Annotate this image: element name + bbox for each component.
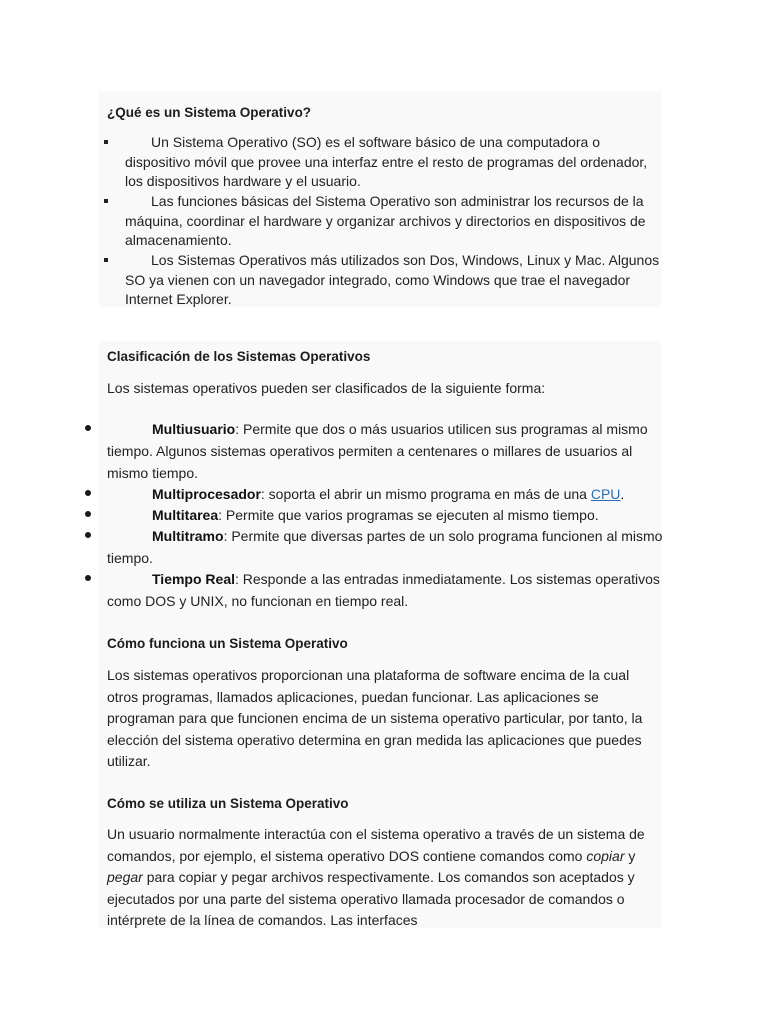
square-bullet-icon <box>104 258 108 262</box>
list-item <box>104 192 660 251</box>
list-item-text: Un Sistema Operativo (SO) es el software básico de una computadora o dispositivo móvil que provee una interfaz entre el resto de programas del ordenador, los dispositivos hardware y el usuario. <box>125 134 648 189</box>
round-bullet-icon <box>85 511 91 517</box>
term-description: : Permite que dos o más usuarios utilicen sus programas al mismo tiempo. Algunos sistemas operativos permiten a centenares o millares de usuarios al mismo tiempo. <box>107 421 648 481</box>
term-label: Multitarea <box>152 507 219 523</box>
list-item-text: Las funciones básicas del Sistema Operativo son administrar los recursos de la máquina, coordinar el hardware y organizar archivos y directorios en dispositivos de almacenamiento. <box>125 193 646 248</box>
emphasis-pegar: pegar <box>107 869 143 885</box>
round-bullet-icon <box>85 490 91 496</box>
term-description: : soporta el abrir un mismo programa en más de una <box>260 486 591 502</box>
paragraph-text: para copiar y pegar archivos respectivamente. Los comandos son aceptados y ejecutados por una parte del sistema operativo llamada procesador de comandos o intérprete de la línea de comandos. Las interfaces <box>107 869 635 928</box>
term-description: : Permite que varios programas se ejecuten al mismo tiempo. <box>218 507 599 523</box>
section-heading-como-se-utiliza: Cómo se utiliza un Sistema Operativo <box>107 796 349 811</box>
emphasis-copiar: copiar <box>586 847 625 864</box>
list-item <box>85 418 665 484</box>
round-bullet-icon <box>85 575 91 581</box>
term-label: Multitramo <box>152 528 224 544</box>
square-bullet-icon <box>104 140 108 144</box>
list-item <box>85 525 665 569</box>
round-bullet-icon <box>85 532 91 538</box>
term-description: : Responde a las entradas inmediatamente. Los sistemas operativos como DOS y UNIX, no funcionan en tiempo real. <box>107 571 660 609</box>
square-bullet-icon <box>104 199 108 203</box>
list-item-text: Los Sistemas Operativos más utilizados son Dos, Windows, Linux y Mac. Algunos SO ya vienen con un navegador integrado, como Windows que trae el navegador Internet Explorer. <box>125 252 660 307</box>
term-label: Multiusuario <box>152 421 236 437</box>
list-item <box>104 133 660 192</box>
term-description-end: . <box>620 486 625 502</box>
section-heading-que-es: ¿Qué es un Sistema Operativo? <box>107 105 312 120</box>
round-bullet-icon <box>85 425 91 431</box>
term-label: Tiempo Real <box>152 571 235 587</box>
cpu-link[interactable]: CPU <box>590 486 621 502</box>
list-item <box>85 483 665 505</box>
section-heading-como-funciona: Cómo funciona un Sistema Operativo <box>107 636 348 651</box>
paragraph-text: y <box>624 847 636 864</box>
term-label: Multiprocesador <box>152 486 261 502</box>
list-item <box>85 568 665 612</box>
section-heading-clasificacion: Clasificación de los Sistemas Operativos <box>107 349 371 364</box>
section-paragraph: Los sistemas operativos proporcionan una plataforma de software encima de la cual otros programas, llamados aplicaciones, puedan funcionar. Las aplicaciones se programan para que funcionen encima de un sistema operativo particular, por tanto, la elección del sistema operativo determina en gran medida las aplicaciones que puedes utilizar. <box>107 667 643 769</box>
paragraph-text: Un usuario normalmente interactúa con el sistema operativo a través de un sistema de comandos, por ejemplo, el sistema operativo DOS contiene comandos como <box>107 826 645 864</box>
list-item <box>104 251 660 310</box>
term-description: : Permite que diversas partes de un solo programa funcionen al mismo tiempo. <box>107 528 663 566</box>
section-intro: Los sistemas operativos pueden ser clasificados de la siguiente forma: <box>107 380 546 396</box>
list-item <box>85 504 665 526</box>
section-paragraph <box>107 824 659 932</box>
